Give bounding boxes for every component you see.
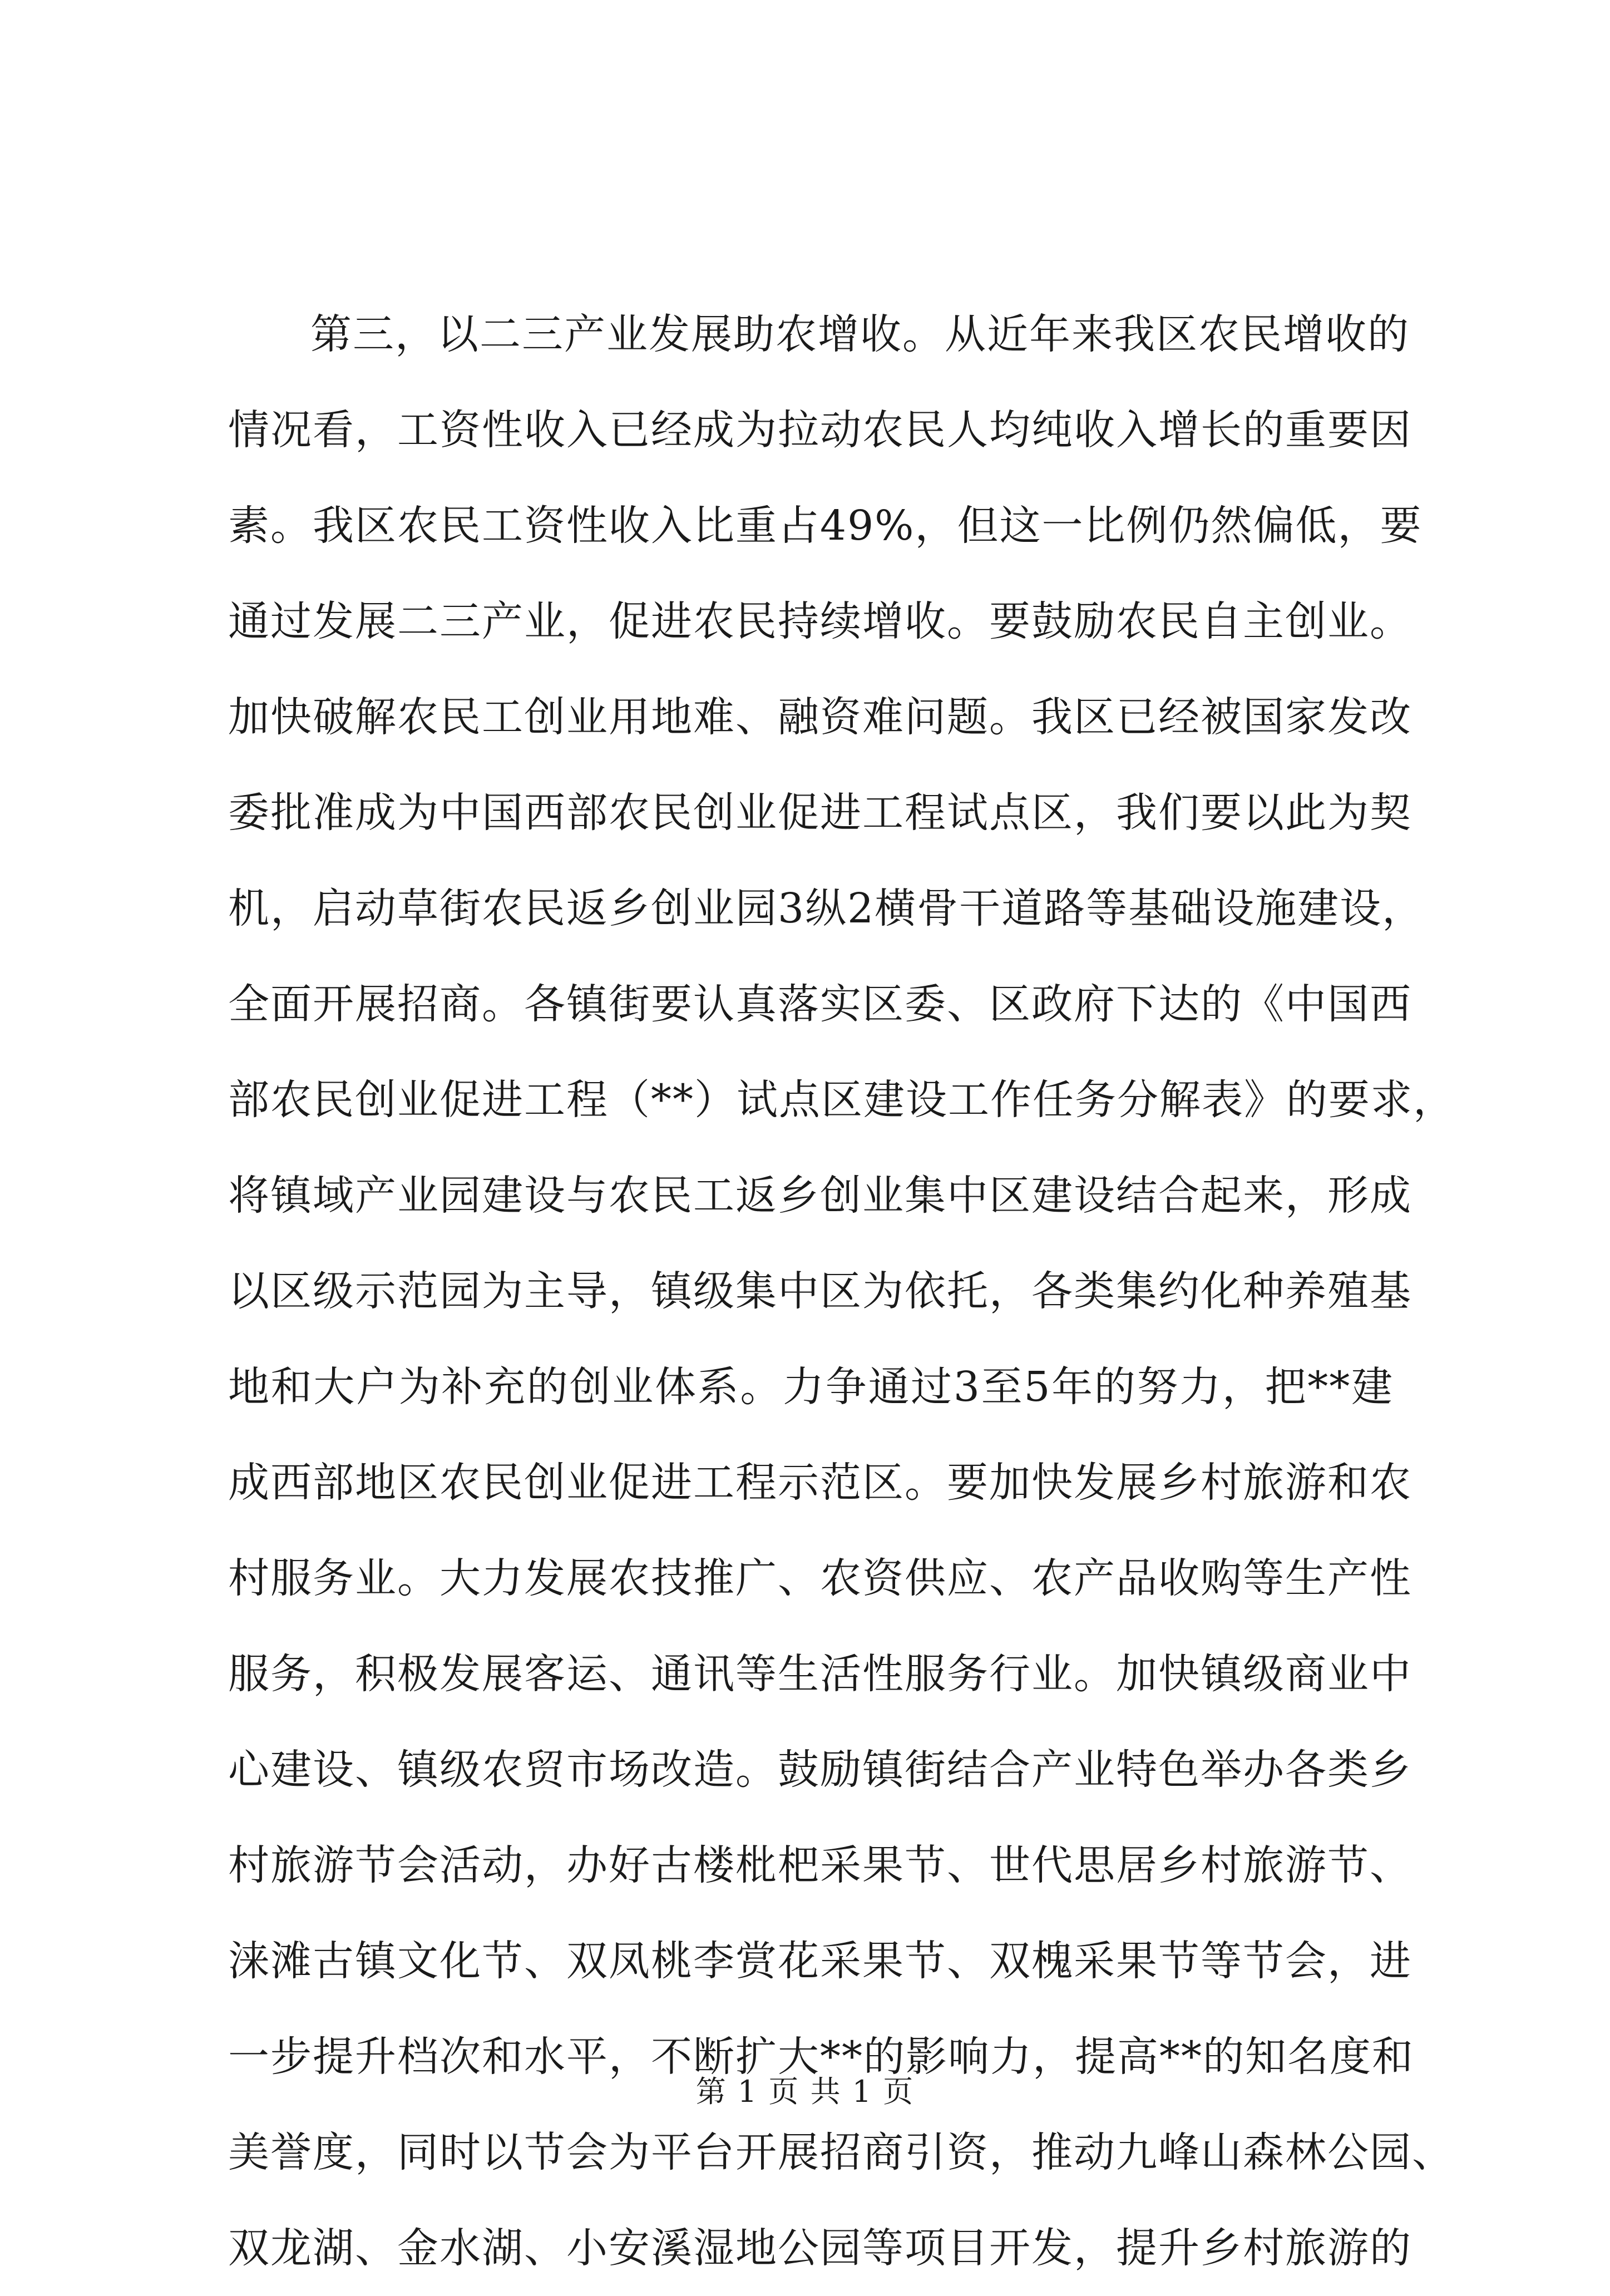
text-line: 涞滩古镇文化节、双凤桃李赏花采果节、双槐采果节等节会，进	[228, 1937, 1412, 1985]
text-line: 服务，积极发展客运、通讯等生活性服务行业。加快镇级商业中	[228, 1650, 1412, 1698]
text-line: 以区级示范园为主导，镇级集中区为依托，各类集约化种养殖基	[228, 1267, 1412, 1315]
text-line: 一步提升档次和水平，不断扩大**的影响力，提高**的知名度和	[228, 2033, 1414, 2081]
text-line: 村服务业。大力发展农技推广、农资供应、农产品收购等生产性	[228, 1554, 1412, 1602]
text-line: 心建设、镇级农贸市场改造。鼓励镇街结合产业特色举办各类乡	[228, 1746, 1412, 1794]
page-number-footer: 第 1 页 共 1 页	[695, 2074, 915, 2109]
text-line: 通过发展二三产业，促进农民持续增收。要鼓励农民自主创业。	[228, 598, 1412, 645]
text-line: 双龙湖、金水湖、小安溪湿地公园等项目开发，提升乡村旅游的	[228, 2224, 1412, 2272]
text-line: 将镇域产业园建设与农民工返乡创业集中区建设结合起来，形成	[228, 1172, 1412, 1219]
text-line: 地和大户为补充的创业体系。力争通过3至5年的努力，把**建	[228, 1363, 1394, 1411]
text-line: 村旅游节会活动，办好古楼枇杷采果节、世代思居乡村旅游节、	[228, 1841, 1412, 1889]
text-line: 加快破解农民工创业用地难、融资难问题。我区已经被国家发改	[228, 693, 1412, 741]
text-line: 第三，以二三产业发展助农增收。从近年来我区农民增收的	[310, 310, 1410, 358]
text-line: 委批准成为中国西部农民创业促进工程试点区，我们要以此为契	[228, 789, 1412, 837]
text-line: 成西部地区农民创业促进工程示范区。要加快发展乡村旅游和农	[228, 1459, 1412, 1507]
text-line: 素。我区农民工资性收入比重占49%，但这一比例仍然偏低，要	[228, 502, 1423, 550]
text-line: 全面开展招商。各镇街要认真落实区委、区政府下达的《中国西	[228, 980, 1412, 1028]
text-line: 部农民创业促进工程（**）试点区建设工作任务分解表》的要求，	[228, 1076, 1455, 1124]
text-line: 情况看，工资性收入已经成为拉动农民人均纯收入增长的重要因	[228, 406, 1412, 454]
text-line: 机，启动草街农民返乡创业园3纵2横骨干道路等基础设施建设，	[228, 885, 1425, 932]
body-paragraph	[228, 287, 1455, 2296]
text-line: 美誉度，同时以节会为平台开展招商引资，推动九峰山森林公园、	[228, 2129, 1454, 2176]
